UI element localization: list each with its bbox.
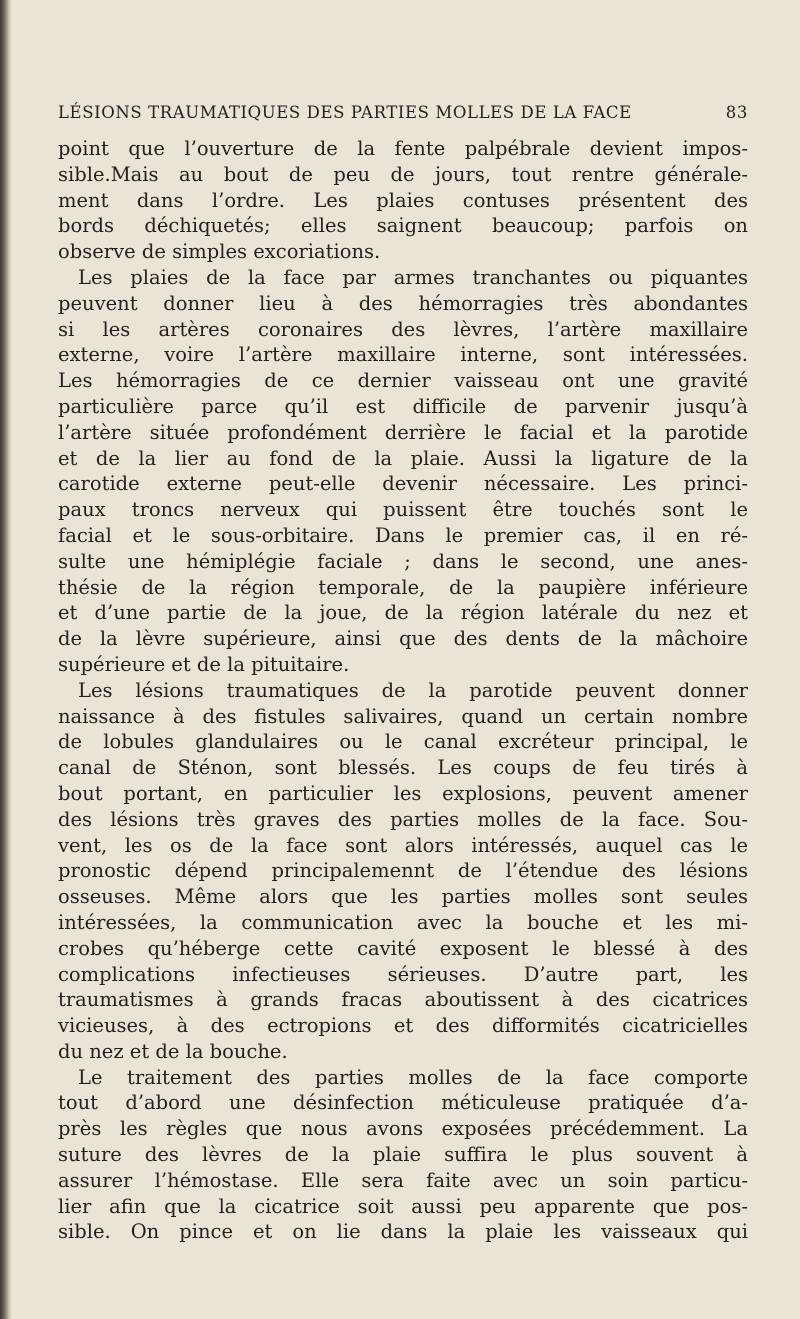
text-line: Les lésions traumatiques de la parotide peuvent donner [78,678,748,702]
paragraph [58,136,748,265]
text-line: observe de simples excoriations. [58,240,381,264]
text-line: supérieure et de la pituitaire. [58,652,350,676]
text-line: externe, voire l’artère maxillaire interne, sont intéressées. [58,343,748,367]
paragraph [58,1065,748,1246]
text-line: intéressées, la communication avec la bouche et les mi- [58,910,748,934]
text-line: si les artères coronaires des lèvres, l’artère maxillaire [58,317,748,341]
text-line: complications infectieuses sérieuses. D’autre part, les [58,962,748,986]
text-line: vicieuses, à des ectropions et des difformités cicatricielles [58,1014,748,1038]
text-line: de lobules glandulaires ou le canal excréteur principal, le [58,730,748,754]
text-line: assurer l’hémostase. Elle sera faite avec un soin particu- [58,1168,748,1192]
text-line: traumatismes à grands fracas aboutissent à des cicatrices [58,988,748,1012]
text-line: tout d’abord une désinfection méticuleuse pratiquée d’a- [58,1091,748,1115]
text-line: de la lèvre supérieure, ainsi que des dents de la mâchoire [58,627,748,651]
text-line: point que l’ouverture de la fente palpébrale devient impos- [58,137,748,160]
text-line: bords déchiquetés; elles saignent beaucoup; parfois on [58,214,748,238]
text-line: Les hémorragies de ce dernier vaisseau ont une gravité [58,369,748,393]
text-line: sulte une hémiplégie faciale ; dans le second, une anes- [58,549,748,573]
text-line: l’artère située profondément derrière le facial et la parotide [58,420,748,444]
page-binding-edge [0,0,12,1319]
text-line: paux troncs nerveux qui puissent être touchés sont le [58,498,748,522]
text-line: Les plaies de la face par armes tranchantes ou piquantes [78,265,748,289]
text-line: près les règles que nous avons exposées précédemment. La [58,1117,748,1141]
text-line: peuvent donner lieu à des hémorragies très abondantes [58,291,748,315]
text-line: bout portant, en particulier les explosions, peuvent amener [58,781,748,805]
text-line: et d’une partie de la joue, de la région latérale du nez et [58,601,748,625]
text-line: osseuses. Même alors que les parties molles sont seules [58,885,748,909]
text-line: particulière parce qu’il est difficile de parvenir jusqu’à [58,394,748,418]
text-line: Le traitement des parties molles de la face comporte [78,1065,748,1089]
text-line: des lésions très graves des parties molles de la face. Sou- [58,807,748,831]
text-line: lier afin que la cicatrice soit aussi peu apparente que pos- [58,1194,748,1218]
text-line: naissance à des fistules salivaires, quand un certain nombre [58,704,748,728]
text-line: vent, les os de la face sont alors intéressés, auquel cas le [58,833,748,857]
text-line: canal de Sténon, sont blessés. Les coups de feu tirés à [58,756,748,780]
text-line: facial et le sous-orbitaire. Dans le premier cas, il en ré- [58,523,748,547]
text-line: sible. On pince et on lie dans la plaie les vaisseaux qui [58,1220,748,1244]
paragraph [58,265,748,678]
text-line: thésie de la région temporale, de la paupière inférieure [58,575,748,599]
text-line: suture des lèvres de la plaie suffira le plus souvent à [58,1143,748,1167]
body-text [58,136,748,1245]
paragraph [58,678,748,1065]
text-line: sible.Mais au bout de peu de jours, tout rentre générale- [58,162,748,186]
text-line: et de la lier au fond de la plaie. Aussi la ligature de la [58,446,748,470]
text-line: carotide externe peut-elle devenir nécessaire. Les princi- [58,472,748,496]
running-header-title: LÉSIONS TRAUMATIQUES DES PARTIES MOLLES DE LA FACE [58,103,632,122]
text-line: du nez et de la bouche. [58,1039,288,1063]
page-number: 83 [725,103,748,122]
text-line: pronostic dépend principalemennt de l’étendue des lésions [58,859,748,883]
text-line: crobes qu’héberge cette cavité exposent le blessé à des [58,936,748,960]
text-line: ment dans l’ordre. Les plaies contuses présentent des [58,188,748,212]
